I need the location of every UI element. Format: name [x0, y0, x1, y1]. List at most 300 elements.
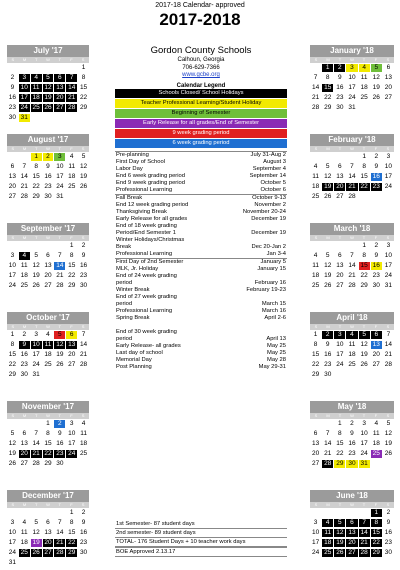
empty-cell — [334, 241, 345, 251]
events-list — [115, 151, 287, 371]
day-cell: 24 — [32, 361, 40, 368]
day-cell: 16 — [336, 84, 344, 91]
day-cell: 14 — [324, 440, 332, 447]
day-cell: 11 — [360, 74, 368, 81]
day-cell: 21 — [32, 450, 40, 457]
legend-item-early-release: Early Release for all grades/End of Semester — [115, 119, 287, 128]
day-cell: 25 — [360, 94, 368, 101]
event-date: July 31-Aug 2 — [250, 152, 286, 158]
event-row — [115, 364, 287, 371]
day-cell: 26 — [360, 361, 368, 368]
day-cell: 28 — [32, 460, 40, 467]
day-cell: 23 — [348, 450, 356, 457]
day-cell: 20 — [348, 539, 356, 546]
event-row — [115, 322, 287, 329]
day-cell: 27 — [44, 549, 52, 556]
weekday-label: W — [350, 413, 354, 418]
day-cell: 17 — [360, 440, 368, 447]
day-cell: 17 — [32, 351, 40, 358]
day-cell: 25 — [32, 104, 40, 111]
day-cell: 4 — [313, 252, 318, 259]
empty-cell — [322, 508, 333, 518]
day-cell: 12 — [372, 74, 380, 81]
weekday-label: T — [338, 57, 342, 62]
day-cell: 29 — [311, 371, 320, 378]
day-cell: 31 — [20, 114, 28, 121]
weekday-label: S — [81, 57, 85, 62]
day-cell: 25 — [79, 450, 88, 457]
day-cell: 21 — [79, 351, 88, 358]
day-cell: 28 — [384, 361, 393, 368]
day-cell: 18 — [324, 539, 332, 546]
event-row — [115, 237, 287, 244]
day-cell: 9 — [81, 252, 86, 259]
day-cell: 7 — [81, 331, 86, 338]
day-cell: 5 — [325, 163, 330, 170]
weekday-label: T — [35, 324, 38, 329]
day-cell: 30 — [8, 114, 17, 121]
day-cell: 10 — [384, 252, 393, 259]
empty-cell — [19, 508, 30, 518]
event-name: Professional Learning — [116, 308, 173, 314]
day-cell: 13 — [336, 262, 344, 269]
event-row — [115, 159, 287, 166]
day-cell: 18 — [20, 272, 28, 279]
empty-cell — [43, 241, 54, 251]
day-cell: 28 — [311, 104, 320, 111]
day-cell: 11 — [80, 430, 87, 437]
day-cell: 20 — [336, 272, 344, 279]
empty-cell — [43, 508, 54, 518]
day-cell: 3 — [10, 252, 15, 259]
day-cell: 3 — [362, 420, 366, 427]
empty-cell — [7, 508, 18, 518]
day-cell: 18 — [360, 84, 368, 91]
empty-cell — [54, 241, 65, 251]
event-row — [115, 308, 287, 315]
day-cell: 30 — [44, 193, 52, 200]
day-cell: 17 — [348, 84, 356, 91]
day-cell: 9 — [374, 163, 379, 170]
day-cell: 6 — [54, 74, 65, 82]
day-cell: 23 — [56, 450, 64, 457]
day-cell: 14 — [20, 173, 28, 180]
event-date: March 15 — [261, 301, 286, 307]
event-date: May 25 — [266, 350, 286, 356]
month-title: June '18 — [310, 490, 394, 502]
day-cell: 19 — [336, 539, 344, 546]
day-cell: 23 — [79, 272, 88, 279]
empty-cell — [19, 63, 30, 73]
day-cell: 30 — [20, 371, 28, 378]
event-row — [115, 152, 287, 159]
event-row — [115, 166, 287, 173]
day-cell: 23 — [372, 272, 380, 279]
event-row — [115, 350, 287, 357]
event-name: period — [116, 280, 133, 286]
day-cell: 2 — [386, 509, 391, 516]
day-cell: 25 — [20, 549, 28, 556]
day-cell: 24 — [311, 549, 320, 556]
weekday-label: T — [338, 413, 342, 418]
day-cell: 27 — [56, 104, 64, 111]
day-cell: 31 — [348, 104, 356, 111]
weekday-label: S — [386, 146, 390, 151]
day-cell: 27 — [311, 460, 320, 467]
day-cell: 8 — [325, 74, 330, 81]
day-cell: 23 — [336, 94, 344, 101]
event-name: Period/End Semester 1 — [116, 230, 176, 236]
day-cell: 16 — [384, 529, 393, 536]
event-name: End 6 week grading period — [116, 173, 185, 179]
day-grid — [7, 63, 89, 123]
empty-cell — [19, 152, 30, 162]
day-cell: 22 — [311, 361, 320, 368]
day-cell: 9 — [10, 84, 15, 91]
event-date: December 19 — [251, 216, 286, 222]
day-cell: 21 — [311, 94, 320, 101]
weekday-label: M — [22, 235, 27, 240]
day-cell: 21 — [56, 272, 64, 279]
day-cell: 17 — [311, 539, 320, 546]
weekday-label: S — [11, 324, 15, 329]
day-cell: 7 — [325, 430, 330, 437]
event-name: Winter Holidays/Christmas — [116, 237, 185, 243]
legend-item-professional-learning: Teacher Professional Learning/Student Holiday — [115, 99, 287, 108]
day-cell: 4 — [69, 153, 74, 160]
day-cell: 12 — [384, 430, 393, 437]
empty-cell — [310, 508, 321, 518]
day-cell: 13 — [348, 529, 356, 536]
day-cell: 3 — [34, 331, 38, 338]
day-cell: 16 — [8, 94, 17, 101]
day-cell: 7 — [313, 74, 318, 81]
empty-cell — [346, 241, 357, 251]
day-cell: 10 — [336, 341, 344, 348]
weekday-label: S — [314, 235, 318, 240]
day-cell: 21 — [56, 539, 64, 546]
day-cell: 29 — [360, 282, 368, 289]
day-cell: 27 — [372, 361, 380, 368]
school-website-link[interactable]: www.gcbe.org — [182, 72, 220, 78]
day-cell: 22 — [68, 539, 76, 546]
day-cell: 8 — [338, 430, 342, 437]
day-cell: 4 — [313, 163, 318, 170]
school-info — [115, 45, 287, 78]
day-cell: 26 — [324, 193, 332, 200]
day-cell: 22 — [336, 450, 344, 457]
event-name: Post Planning — [116, 364, 152, 370]
day-cell: 27 — [68, 361, 76, 368]
event-name: End of 27 week grading — [116, 294, 177, 300]
day-grid — [310, 63, 394, 113]
day-cell: 21 — [348, 272, 356, 279]
empty-cell — [31, 63, 42, 73]
school-phone: 706-629-7366 — [182, 65, 220, 71]
weekday-label: W — [46, 146, 50, 151]
day-cell: 5 — [34, 252, 38, 259]
event-date: March 16 — [261, 308, 286, 314]
event-date: December 19 — [251, 230, 286, 236]
weekday-label: S — [11, 57, 15, 62]
weekday-label: S — [314, 502, 318, 507]
weekday-label: T — [58, 146, 61, 151]
month-title: January '18 — [310, 45, 394, 57]
empty-cell — [43, 63, 54, 73]
day-cell: 17 — [8, 539, 17, 546]
event-date: October 9-13 — [252, 195, 286, 201]
day-cell: 28 — [56, 282, 64, 289]
day-cell: 9 — [58, 430, 62, 437]
event-row — [115, 173, 287, 180]
day-cell: 1 — [81, 64, 86, 71]
day-cell: 25 — [44, 361, 52, 368]
calendar-title: 2017-2018 — [159, 10, 241, 29]
day-cell: 1 — [338, 420, 342, 427]
day-cell: 25 — [68, 183, 76, 190]
weekday-label: F — [374, 324, 378, 329]
weekday-label: T — [338, 324, 342, 329]
day-cell: 15 — [68, 529, 76, 536]
day-cell: 13 — [44, 529, 52, 536]
empty-cell — [310, 419, 321, 429]
day-cell: 11 — [43, 341, 54, 349]
day-cell: 18 — [311, 272, 320, 279]
weekday-label: T — [58, 324, 61, 329]
weekday-header — [310, 324, 394, 330]
weekday-header — [310, 57, 394, 63]
weekday-label: T — [58, 413, 61, 418]
weekday-label: W — [46, 324, 50, 329]
day-cell: 30 — [324, 371, 332, 378]
day-cell: 31 — [8, 559, 17, 566]
day-cell: 30 — [56, 460, 64, 467]
day-cell: 8 — [371, 519, 382, 527]
day-cell: 1 — [31, 153, 42, 161]
day-cell: 11 — [312, 262, 319, 269]
event-name: End of 18 week grading — [116, 223, 177, 229]
day-cell: 18 — [32, 94, 40, 101]
day-cell: 9 — [46, 163, 50, 170]
school-name: Gordon County Schools — [150, 45, 252, 56]
day-cell: 28 — [324, 460, 332, 467]
day-cell: 3 — [386, 242, 391, 249]
day-cell: 10 — [20, 84, 28, 91]
calendar-subtitle: 2017-18 Calendar- approved — [155, 2, 245, 9]
day-cell: 7 — [350, 163, 354, 170]
day-cell: 1 — [46, 420, 50, 427]
day-cell: 12 — [360, 341, 368, 348]
event-row — [115, 209, 287, 216]
day-cell: 8 — [69, 519, 74, 526]
month-title: September '17 — [7, 223, 89, 235]
day-cell: 6 — [313, 430, 318, 437]
weekday-label: M — [22, 324, 27, 329]
day-cell: 10 — [32, 341, 40, 348]
day-cell: 10 — [311, 529, 320, 536]
day-cell: 19 — [384, 440, 393, 447]
weekday-label: W — [46, 502, 50, 507]
day-cell: 4 — [81, 420, 86, 427]
day-cell: 4 — [22, 519, 27, 526]
day-cell: 19 — [32, 539, 40, 546]
day-cell: 18 — [68, 173, 76, 180]
event-row — [115, 329, 287, 336]
day-cell: 8 — [81, 74, 86, 81]
day-cell: 27 — [384, 94, 393, 101]
day-cell: 22 — [44, 450, 52, 457]
day-cell: 24 — [336, 361, 344, 368]
day-cell: 15 — [32, 173, 40, 180]
event-row — [115, 301, 287, 308]
event-name: First Day of 2nd Semester — [116, 259, 184, 265]
day-cell: 14 — [311, 84, 320, 91]
day-cell: 14 — [360, 529, 368, 536]
weekday-label: T — [35, 57, 38, 62]
legend-item-6-week: 6 week grading period — [115, 139, 287, 148]
day-cell: 15 — [360, 173, 368, 180]
day-cell: 12 — [336, 529, 344, 536]
weekday-label: W — [46, 413, 50, 418]
event-name: Professional Learning — [116, 187, 173, 193]
day-cell: 7 — [350, 252, 354, 259]
weekday-label: S — [386, 324, 390, 329]
day-cell: 30 — [336, 104, 344, 111]
day-cell: 22 — [360, 272, 368, 279]
event-date: May 28 — [266, 357, 286, 363]
day-cell: 5 — [359, 331, 370, 339]
event-row — [115, 336, 287, 343]
event-row — [115, 266, 287, 273]
event-date: November 2 — [254, 202, 286, 208]
day-cell: 13 — [384, 74, 393, 81]
weekday-label: S — [81, 235, 85, 240]
day-cell: 13 — [372, 341, 380, 348]
event-row — [115, 180, 287, 187]
day-cell: 22 — [8, 361, 17, 368]
weekday-label: M — [326, 57, 330, 62]
event-row — [115, 294, 287, 301]
weekday-label: S — [386, 502, 390, 507]
day-cell: 1 — [69, 509, 74, 516]
day-cell: 16 — [56, 440, 64, 447]
event-name: Professional Learning — [116, 251, 173, 257]
day-cell: 14 — [384, 341, 393, 348]
day-cell: 18 — [311, 183, 320, 190]
weekday-label: W — [46, 235, 50, 240]
day-cell: 17 — [384, 262, 393, 269]
day-cell: 27 — [348, 549, 356, 556]
event-date: October 6 — [260, 187, 286, 193]
day-cell: 7 — [66, 74, 77, 82]
weekday-label: S — [81, 413, 85, 418]
event-row — [115, 223, 287, 230]
empty-cell — [54, 508, 65, 518]
event-name: Spring Break — [116, 315, 150, 321]
day-cell: 7 — [22, 163, 27, 170]
weekday-label: T — [58, 57, 61, 62]
day-cell: 19 — [360, 351, 368, 358]
day-cell: 8 — [10, 341, 15, 348]
event-name: Pre-planning — [116, 152, 149, 158]
day-cell: 14 — [348, 173, 356, 180]
empty-cell — [310, 241, 321, 251]
boe-approved: BOE Approved 2.13.17 — [115, 548, 287, 557]
month-september — [7, 223, 89, 291]
day-cell: 22 — [68, 272, 76, 279]
day-cell: 15 — [324, 84, 332, 91]
semester-2-days: 2nd semester- 89 student days — [115, 529, 287, 538]
event-row — [115, 343, 287, 350]
weekday-label: F — [70, 502, 73, 507]
day-cell: 18 — [20, 539, 28, 546]
day-cell: 17 — [384, 173, 393, 180]
event-name: Early Release for all grades — [116, 216, 188, 222]
weekday-label: T — [58, 502, 61, 507]
day-cell: 4 — [31, 74, 42, 82]
day-cell: 28 — [20, 193, 28, 200]
day-cell: 22 — [32, 183, 40, 190]
weekday-label: S — [386, 57, 390, 62]
day-cell: 6 — [346, 519, 357, 527]
month-title: July '17 — [7, 45, 89, 57]
weekday-label: M — [22, 413, 27, 418]
day-cell: 17 — [68, 440, 76, 447]
day-cell: 24 — [8, 282, 17, 289]
weekday-label: W — [350, 324, 354, 329]
day-cell: 22 — [79, 94, 88, 101]
event-row — [115, 357, 287, 364]
day-cell: 22 — [324, 94, 332, 101]
day-cell: 2 — [322, 331, 333, 339]
day-cell: 1 — [313, 331, 318, 338]
day-cell: 21 — [324, 450, 332, 457]
day-cell: 25 — [311, 193, 320, 200]
event-date: August 3 — [263, 159, 286, 165]
day-grid — [310, 152, 394, 202]
day-cell: 23 — [79, 539, 88, 546]
event-row — [115, 195, 287, 202]
day-cell: 20 — [8, 183, 17, 190]
weekday-label: T — [58, 235, 61, 240]
day-cell: 2 — [54, 420, 65, 428]
day-cell: 9 — [350, 430, 354, 437]
day-cell: 10 — [8, 529, 17, 536]
day-cell: 22 — [372, 539, 380, 546]
weekday-label: S — [11, 146, 15, 151]
month-august — [7, 134, 89, 202]
empty-cell — [322, 419, 333, 429]
weekday-label: F — [70, 146, 73, 151]
day-cell: 2 — [81, 242, 86, 249]
weekday-label: F — [374, 502, 378, 507]
event-name: Winter Break — [116, 287, 150, 293]
day-cell: 29 — [44, 460, 52, 467]
day-cell: 20 — [20, 450, 28, 457]
day-cell: 23 — [384, 539, 393, 546]
event-name: Last day of school — [116, 350, 163, 356]
day-cell: 8 — [362, 252, 366, 259]
legend-item-beginning-semester: Beginning of Semester — [115, 109, 287, 118]
weekday-label: W — [350, 146, 354, 151]
day-cell: 11 — [20, 529, 28, 536]
day-cell: 14 — [79, 341, 88, 348]
day-cell: 20 — [384, 84, 393, 91]
day-cell: 23 — [20, 361, 28, 368]
weekday-label: S — [314, 57, 318, 62]
day-cell: 3 — [386, 153, 391, 160]
month-july — [7, 45, 89, 123]
